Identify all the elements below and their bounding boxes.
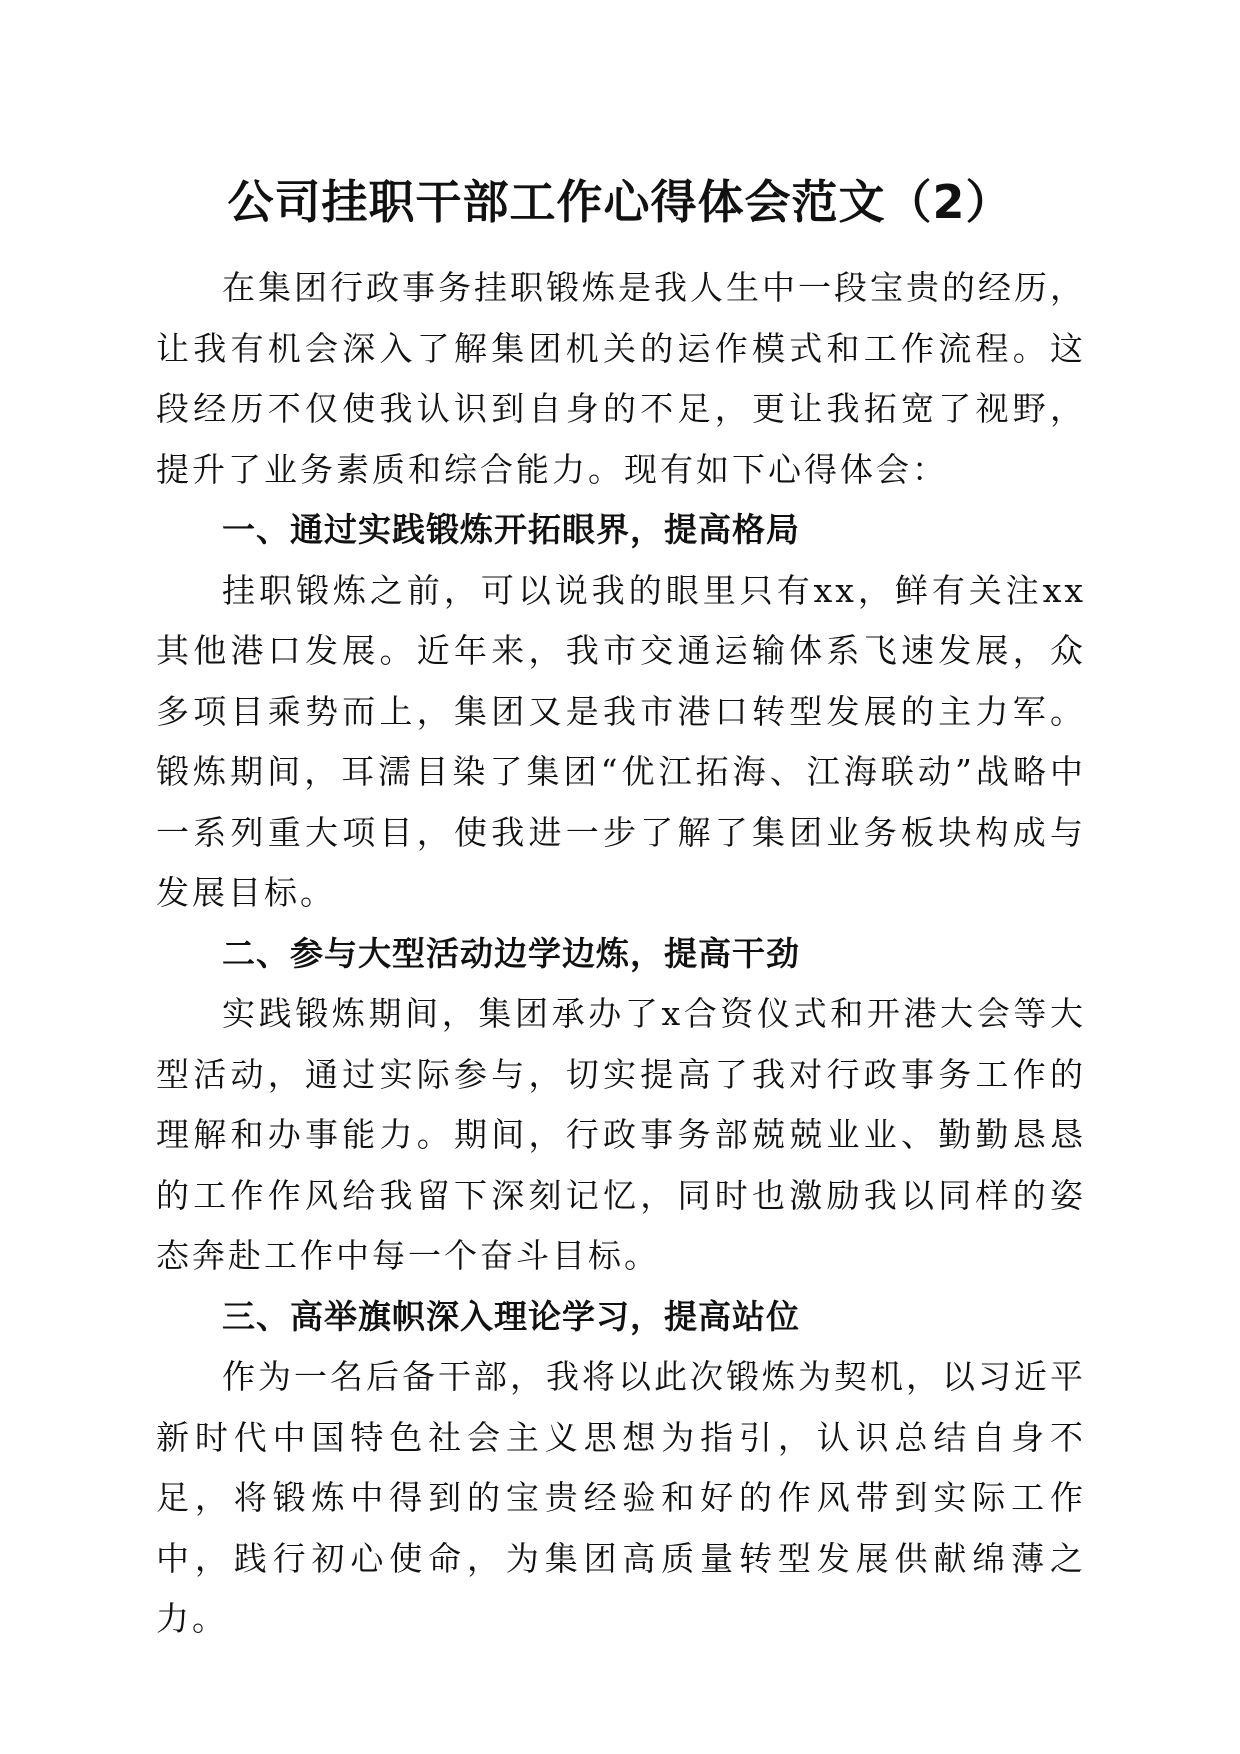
intro-paragraph: 在集团行政事务挂职锻炼是我人生中一段宝贵的经历，让我有机会深入了解集团机关的运作模式和工作流程。这段经历不仅使我认识到自身的不足，更让我拓宽了视野，提升了业务素质和综合能力。现有如下心得体会： [156,268,1086,489]
section-paragraph-3: 作为一名后备干部，我将以此次锻炼为契机，以习近平新时代中国特色社会主义思想为指引，认识总结自身不足，将锻炼中得到的宝贵经验和好的作风带到实际工作中，践行初心使命，为集团高质量转型发展供献绵薄之力。 [156,1357,1086,1638]
document-title: 公司挂职干部工作心得体会范文（2） [227,175,1013,229]
section-heading-3: 三、高举旗帜深入理论学习，提高站位 [222,1296,800,1336]
section-paragraph-2: 实践锻炼期间，集团承办了x合资仪式和开港大会等大型活动，通过实际参与，切实提高了我对行政事务工作的理解和办事能力。期间，行政事务部兢兢业业、勤勤恳恳的工作作风给我留下深刻记忆，同时也激励我以同样的姿态奔赴工作中每一个奋斗目标。 [156,994,1086,1275]
document-body [156,258,1086,1650]
section-paragraph-1: 挂职锻炼之前，可以说我的眼里只有xx，鲜有关注xx其他港口发展。近年来，我市交通运输体系飞速发展，众多项目乘势而上，集团又是我市港口转型发展的主力军。锻炼期间，耳濡目染了集团“优江拓海、江海联动”战略中一系列重大项目，使我进一步了解了集团业务板块构成与发展目标。 [156,570,1086,912]
section-heading-1: 一、通过实践锻炼开拓眼界，提高格局 [222,510,800,549]
section-heading-2: 二、参与大型活动边学边炼，提高干劲 [222,933,800,973]
